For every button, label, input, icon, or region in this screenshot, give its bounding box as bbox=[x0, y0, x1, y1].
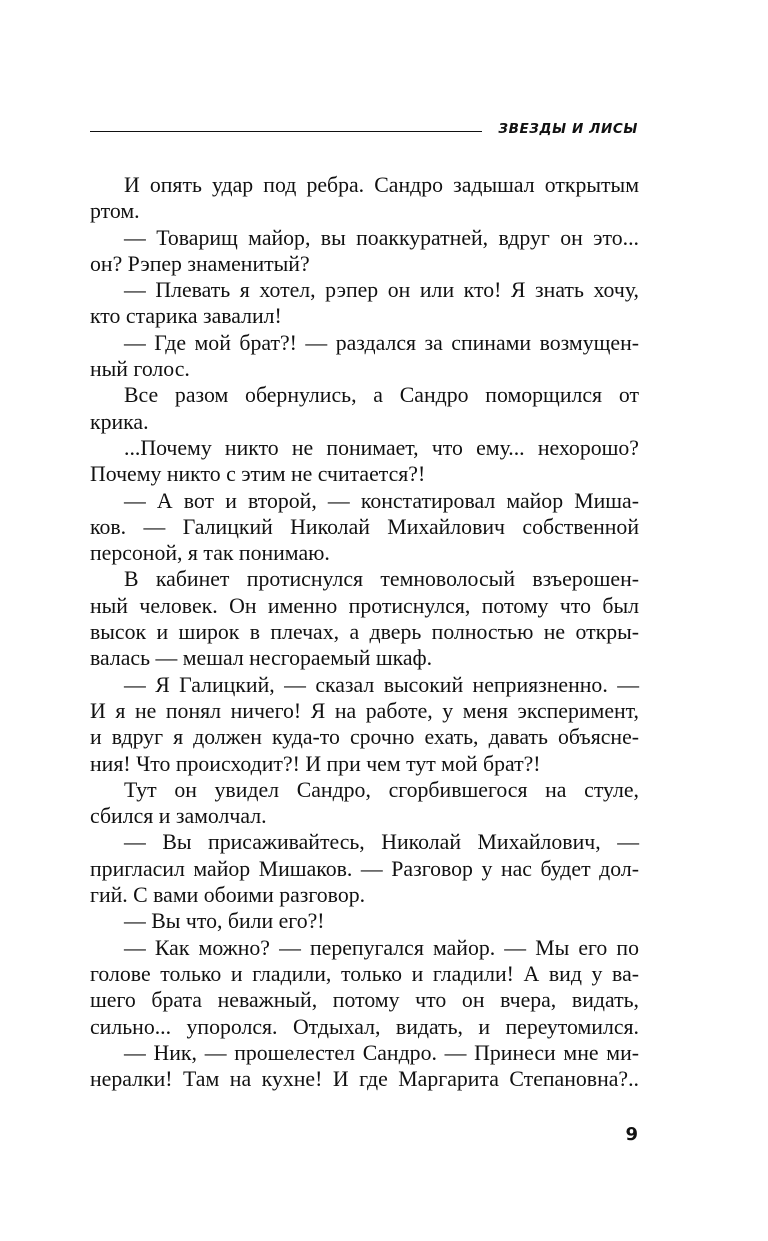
text-line: шего брата неважный, потому что он вчера, видать, bbox=[90, 988, 639, 1013]
text-line: голове только и гладили, только и гладили! А вид у ва- bbox=[90, 961, 639, 986]
text-line: Почему никто с этим не считается?! bbox=[90, 462, 426, 487]
text-line: И опять удар под ребра. Сандро задышал открытым bbox=[124, 173, 639, 197]
text-line: — Вы что, били его?! bbox=[124, 909, 325, 934]
text-line: сильно... упоролся. Отдыхал, видать, и переутомился. bbox=[90, 1014, 639, 1039]
text-line: кто старика завалил! bbox=[90, 304, 282, 329]
text-line: Тут он увидел Сандро, сгорбившегося на стуле, bbox=[124, 777, 639, 802]
text-line: ...Почему никто не понимает, что ему... нехорошо? bbox=[124, 435, 639, 460]
text-line: — Как можно? — перепугался майор. — Мы его по bbox=[124, 935, 639, 960]
text-line: Все разом обернулись, а Сандро поморщился от bbox=[124, 383, 639, 408]
body-text bbox=[90, 172, 639, 1092]
text-line: ков. — Галицкий Николай Михайлович собственной bbox=[90, 514, 639, 539]
text-line: и вдруг я должен куда-то срочно ехать, давать объясне- bbox=[90, 725, 639, 750]
text-line: сбился и замолчал. bbox=[90, 804, 267, 829]
text-line: он? Рэпер знаменитый? bbox=[90, 251, 310, 276]
text-line: В кабинет протиснулся темноволосый взъерошен- bbox=[124, 567, 639, 592]
text-line: гий. С вами обоими разговор. bbox=[90, 883, 366, 908]
page-number: 9 bbox=[625, 1124, 638, 1145]
text-line: — Где мой брат?! — раздался за спинами возмущен- bbox=[124, 330, 639, 355]
text-line: нералки! Там на кухне! И где Маргарита Степановна?.. bbox=[90, 1067, 639, 1092]
text-line: — Товарищ майор, вы поаккуратней, вдруг он это... bbox=[124, 225, 639, 250]
text-line: ный человек. Он именно протиснулся, потому что был bbox=[90, 593, 639, 618]
running-head: ЗВЕЗДЫ И ЛИСЫ bbox=[498, 121, 638, 137]
text-line: ный голос. bbox=[90, 357, 190, 382]
text-line: — Плевать я хотел, рэпер он или кто! Я знать хочу, bbox=[124, 278, 639, 303]
text-line: пригласил майор Мишаков. — Разговор у нас будет дол- bbox=[90, 856, 639, 881]
text-line: высок и широк в плечах, а дверь полностью не откры- bbox=[90, 620, 639, 645]
text-line: — Я Галицкий, — сказал высокий неприязненно. — bbox=[124, 672, 639, 697]
header-rule bbox=[90, 131, 482, 132]
text-line: ртом. bbox=[90, 199, 140, 224]
text-line: крика. bbox=[90, 409, 149, 434]
text-line: ния! Что происходит?! И при чем тут мой брат?! bbox=[90, 751, 541, 776]
text-line: персоной, я так понимаю. bbox=[90, 541, 330, 566]
text-line: валась — мешал несгораемый шкаф. bbox=[90, 646, 433, 671]
text-line: — Вы присаживайтесь, Николай Михайлович, — bbox=[124, 830, 639, 855]
text-line: — А вот и второй, — констатировал майор Миша- bbox=[124, 488, 639, 513]
text-line: — Ник, — прошелестел Сандро. — Принеси мне ми- bbox=[124, 1040, 639, 1065]
text-line: И я не понял ничего! Я на работе, у меня эксперимент, bbox=[90, 698, 639, 723]
